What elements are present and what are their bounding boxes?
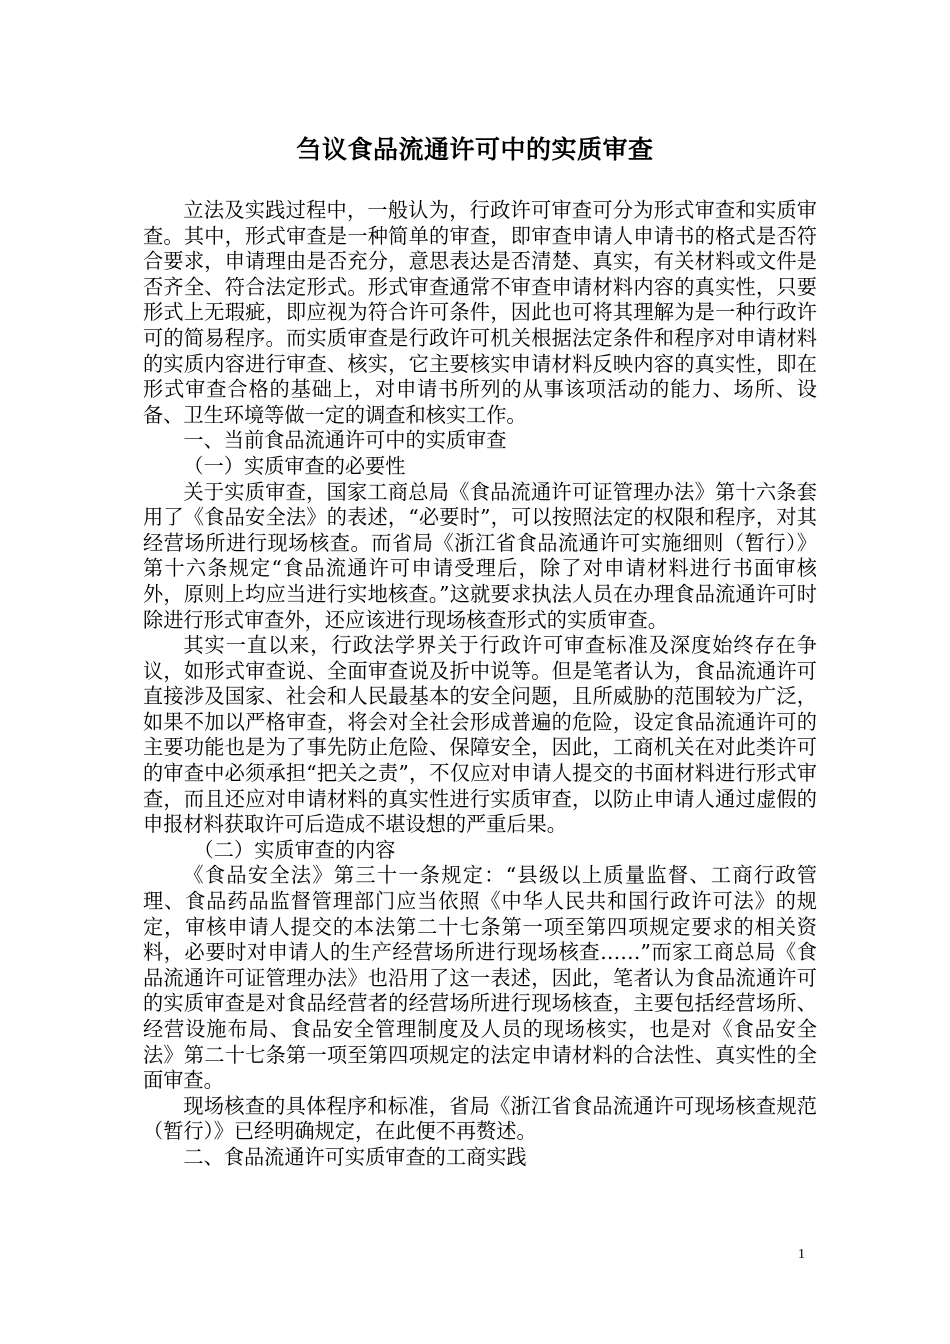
paragraph: 《食品安全法》第三十一条规定：“县级以上质量监督、工商行政管理、食品药品监督管理部门应当依照《中华人民共和国行政许可法》的规定，审核申请人提交的本法第二十七条第一项至第四项规定要求的相关资料，必要时对申请人的生产经营场所进行现场核查……”而家工商总局《食品流通许可证管理办法》也沿用了这一表述，因此，笔者认为食品流通许可的实质审查是对食品经营者的经营场所进行现场核查，主要包括经营场所、经营设施布局、食品安全管理制度及人员的现场核实，也是对《食品安全法》第二十七条第一项至第四项规定的法定申请材料的合法性、真实性的全面审查。 xyxy=(143,863,817,1093)
page-number: 1 xyxy=(798,1247,805,1262)
paragraph: 立法及实践过程中，一般认为，行政许可审查可分为形式审查和实质审查。其中，形式审查是一种简单的审查，即审查申请人申请书的格式是否符合要求，申请理由是否充分，意思表达是否清楚、真实，有关材料或文件是否齐全、符合法定形式。形式审查通常不审查申请材料内容的真实性，只要形式上无瑕疵，即应视为符合许可条件，因此也可将其理解为是一种行政许可的简易程序。而实质审查是行政许可机关根据法定条件和程序对申请材料的实质内容进行审查、核实，它主要核实申请材料反映内容的真实性，即在形式审查合格的基础上，对申请书所列的从事该项活动的能力、场所、设备、卫生环境等做一定的调查和核实工作。 xyxy=(143,198,817,427)
document-body xyxy=(143,198,817,1171)
subsection-heading: （一）实质审查的必要性 xyxy=(183,453,406,478)
document-title: 刍议食品流通许可中的实质审查 xyxy=(296,135,654,164)
section-heading: 二、食品流通许可实质审查的工商实践 xyxy=(183,1144,527,1169)
paragraph: 关于实质审查，国家工商总局《食品流通许可证管理办法》第十六条套用了《食品安全法》的表述，“必要时”，可以按照法定的权限和程序，对其经营场所进行现场核查。而省局《浙江省食品流通许可实施细则（暂行）》第十六条规定“食品流通许可申请受理后，除了对申请材料进行书面审核外，原则上均应当进行实地核查。”这就要求执法人员在办理食品流通许可时除进行形式审查外，还应该进行现场核查形式的实质审查。 xyxy=(143,479,817,632)
section-heading: 一、当前食品流通许可中的实质审查 xyxy=(183,428,507,453)
paragraph: 现场核查的具体程序和标准，省局《浙江省食品流通许可现场核查规范（暂行）》已经明确规定，在此便不再赘述。 xyxy=(143,1093,817,1144)
paragraph: 其实一直以来，行政法学界关于行政许可审查标准及深度始终存在争议，如形式审查说、全面审查说及折中说等。但是笔者认为，食品流通许可直接涉及国家、社会和人民最基本的安全问题，且所威胁的范围较为广泛，如果不加以严格审查，将会对全社会形成普遍的危险，设定食品流通许可的主要功能也是为了事先防止危险、保障安全，因此，工商机关在对此类许可的审查中必须承担“把关之责”，不仅应对申请人提交的书面材料进行形式审查，而且还应对申请材料的真实性进行实质审查，以防止申请人通过虚假的申报材料获取许可后造成不堪设想的严重后果。 xyxy=(143,633,817,837)
subsection-heading: （二）实质审查的内容 xyxy=(193,837,396,862)
